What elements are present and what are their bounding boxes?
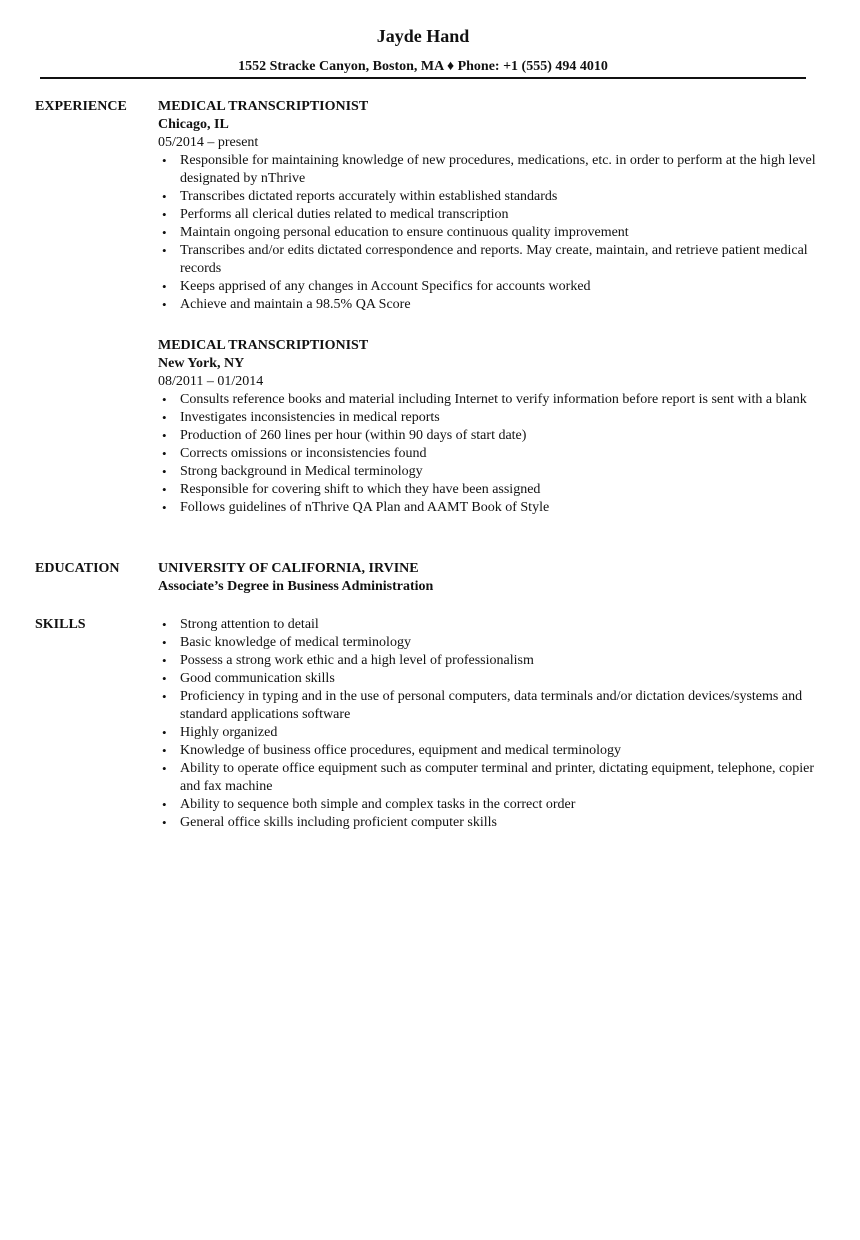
job-entry [158, 98, 818, 314]
job-entry [158, 337, 818, 517]
list-item: • Strong attention to detail [158, 616, 818, 634]
list-item: • Maintain ongoing personal education to ensure continuous quality improvement [158, 224, 818, 242]
list-item: • Ability to operate office equipment such as computer terminal and printer, dictating equipment, telephone, copier and fax machine [158, 760, 818, 796]
list-item: • Consults reference books and material including Internet to verify information before report is sent with a blank [158, 391, 818, 409]
section-title-skills: SKILLS [35, 617, 86, 632]
list-item: • Investigates inconsistencies in medical reports [158, 409, 818, 427]
school-name: UNIVERSITY OF CALIFORNIA, IRVINE [158, 561, 419, 576]
list-item: • Follows guidelines of nThrive QA Plan and AAMT Book of Style [158, 499, 818, 517]
list-item: • Transcribes dictated reports accurately within established standards [158, 188, 818, 206]
job-bullet-list [158, 152, 818, 314]
job-location: Chicago, IL [158, 117, 229, 132]
job-dates: 08/2011 – 01/2014 [158, 374, 264, 389]
list-item: • Highly organized [158, 724, 818, 742]
job-title: MEDICAL TRANSCRIPTIONIST [158, 99, 369, 114]
list-item: • Corrects omissions or inconsistencies found [158, 445, 818, 463]
list-item: • Proficiency in typing and in the use of personal computers, data terminals and/or dictation devices/systems and standard applications software [158, 688, 818, 724]
contact-line: 1552 Stracke Canyon, Boston, MA ♦ Phone: +1 (555) 494 4010 [238, 59, 608, 74]
list-item: • Good communication skills [158, 670, 818, 688]
list-item: • Transcribes and/or edits dictated correspondence and reports. May create, maintain, and retrieve patient medical records [158, 242, 818, 278]
list-item: • Responsible for covering shift to which they have been assigned [158, 481, 818, 499]
job-location: New York, NY [158, 356, 245, 371]
list-item: • Achieve and maintain a 98.5% QA Score [158, 296, 818, 314]
skills-list [158, 616, 818, 832]
section-title-education: EDUCATION [35, 561, 120, 576]
list-item: • Keeps apprised of any changes in Account Specifics for accounts worked [158, 278, 818, 296]
candidate-name: Jayde Hand [376, 26, 470, 46]
education-entry [158, 560, 818, 596]
list-item: • Ability to sequence both simple and complex tasks in the correct order [158, 796, 818, 814]
header-divider [40, 77, 806, 79]
section-title-experience: EXPERIENCE [35, 99, 127, 114]
list-item: • Production of 260 lines per hour (within 90 days of start date) [158, 427, 818, 445]
degree-name: Associate’s Degree in Business Administration [158, 579, 434, 594]
job-bullet-list [158, 391, 818, 517]
list-item: • Performs all clerical duties related to medical transcription [158, 206, 818, 224]
job-title: MEDICAL TRANSCRIPTIONIST [158, 338, 369, 353]
skills-entry [158, 616, 818, 832]
job-dates: 05/2014 – present [158, 135, 259, 150]
list-item: • Basic knowledge of medical terminology [158, 634, 818, 652]
list-item: • Strong background in Medical terminology [158, 463, 818, 481]
list-item: • Knowledge of business office procedures, equipment and medical terminology [158, 742, 818, 760]
list-item: • Responsible for maintaining knowledge of new procedures, medications, etc. in order to perform at the high level designated by nThrive [158, 152, 818, 188]
list-item: • Possess a strong work ethic and a high level of professionalism [158, 652, 818, 670]
list-item: • General office skills including proficient computer skills [158, 814, 818, 832]
